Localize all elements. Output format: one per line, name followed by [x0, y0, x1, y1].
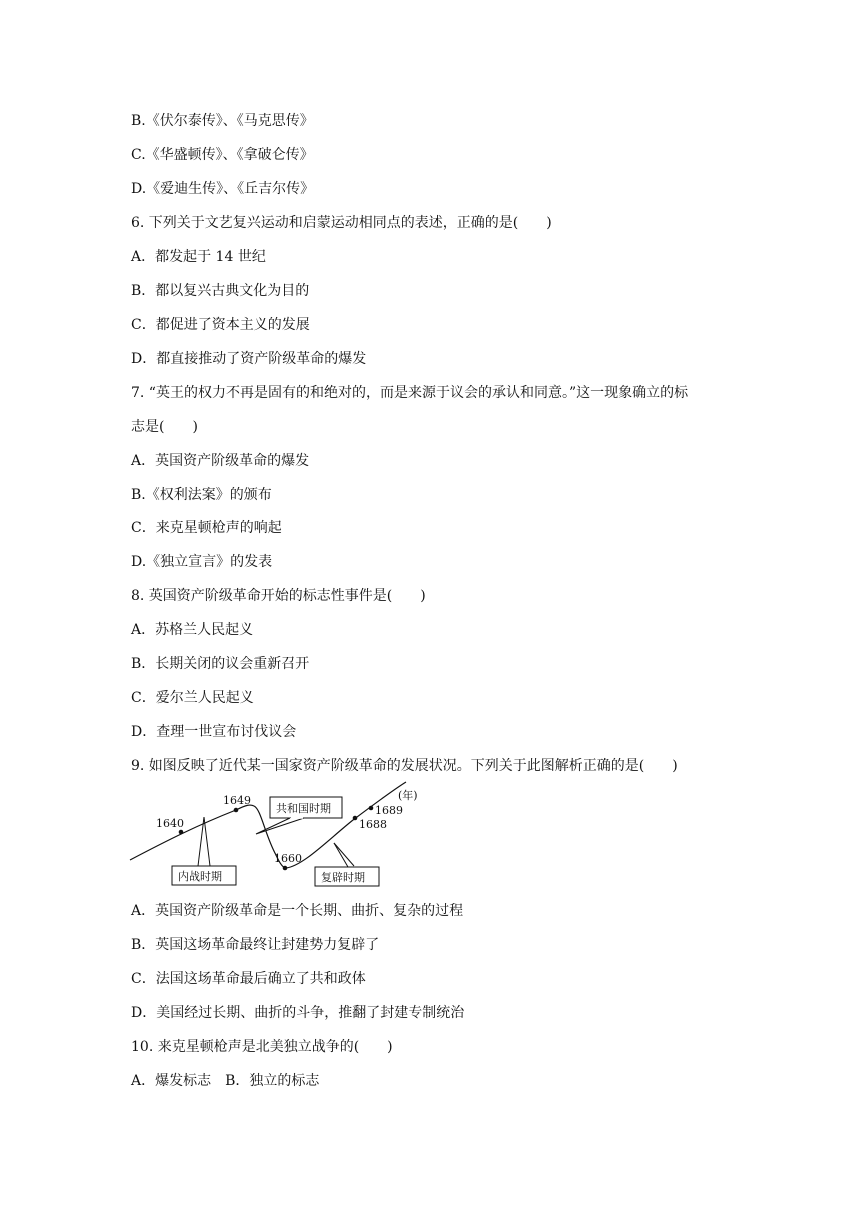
point-1640 [179, 830, 184, 835]
text-line: D.《独立宣言》的发表 [131, 554, 273, 570]
text-line: D．都直接推动了资产阶级革命的爆发 [131, 351, 367, 367]
timeline-diagram [128, 780, 428, 888]
year-1688: 1688 [359, 818, 387, 831]
point-1689 [369, 806, 374, 811]
text-line: A．都发起于 14 世纪 [131, 249, 266, 265]
point-1649 [234, 808, 239, 813]
text-line: 10. 来克星顿枪声是北美独立战争的( ) [131, 1039, 393, 1055]
point-1660 [283, 866, 288, 871]
text-line: A．爆发标志 B．独立的标志 [131, 1073, 320, 1089]
text-line: B.《权利法案》的颁布 [131, 487, 272, 503]
text-line: D.《爱迪生传》、《丘吉尔传》 [131, 181, 315, 197]
text-line: 7. “英王的权力不再是固有的和绝对的，而是来源于议会的承认和同意。”这一现象确立的标 [131, 385, 689, 401]
point-1688 [353, 816, 358, 821]
text-line: A．苏格兰人民起义 [131, 622, 254, 638]
text-line: 志是( ) [131, 419, 198, 435]
text-line: 6. 下列关于文艺复兴运动和启蒙运动相同点的表述，正确的是( ) [131, 215, 552, 231]
text-line: 9. 如图反映了近代某一国家资产阶级革命的发展状况。下列关于此图解析正确的是( ) [131, 758, 678, 774]
text-line: C.《华盛顿传》、《拿破仑传》 [131, 147, 314, 163]
text-line: B．英国这场革命最终让封建势力复辟了 [131, 937, 380, 953]
text-line: A．英国资产阶级革命是一个长期、曲折、复杂的过程 [131, 903, 464, 919]
label-republic-period: 共和国时期 [276, 802, 331, 815]
text-line: 8. 英国资产阶级革命开始的标志性事件是( ) [131, 588, 426, 604]
text-line: B.《伏尔泰传》、《马克思传》 [131, 113, 314, 129]
text-line: C．法国这场革命最后确立了共和政体 [131, 971, 366, 987]
text-line: B．长期关闭的议会重新召开 [131, 656, 310, 672]
text-line: C．爱尔兰人民起义 [131, 690, 254, 706]
text-line: D．查理一世宣布讨伐议会 [131, 724, 297, 740]
text-line: C．都促进了资本主义的发展 [131, 317, 310, 333]
year-1689: 1689 [375, 804, 403, 817]
year-1660: 1660 [274, 852, 302, 865]
text-line: D．美国经过长期、曲折的斗争，推翻了封建专制统治 [131, 1005, 465, 1021]
label-restoration-period: 复辟时期 [321, 871, 365, 884]
year-1640: 1640 [156, 817, 184, 830]
label-civil-war-period: 内战时期 [178, 870, 222, 883]
revolution-timeline-figure [128, 780, 428, 888]
text-line: C．来克星顿枪声的响起 [131, 520, 282, 536]
text-line: B．都以复兴古典文化为目的 [131, 283, 310, 299]
unit-label: (年) [398, 789, 418, 802]
text-line: A．英国资产阶级革命的爆发 [131, 453, 310, 469]
year-1649: 1649 [223, 794, 251, 807]
